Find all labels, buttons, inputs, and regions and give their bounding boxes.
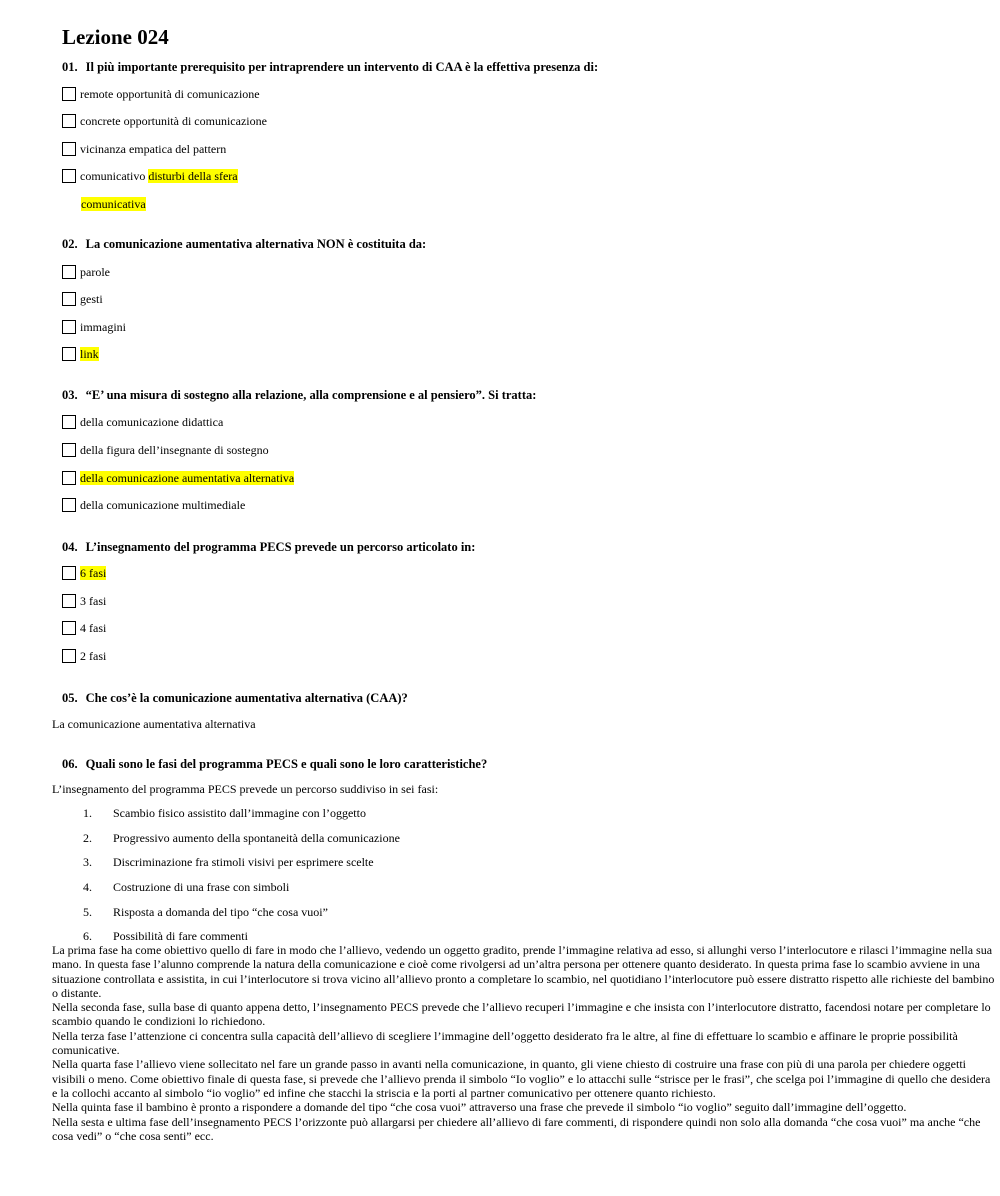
q2-option-2[interactable] <box>62 291 103 307</box>
q1-option-4[interactable] <box>62 168 238 184</box>
option-label: parole <box>80 265 110 279</box>
checkbox[interactable] <box>62 292 76 306</box>
checkbox[interactable] <box>62 443 76 457</box>
checkbox[interactable] <box>62 498 76 512</box>
list-item <box>83 854 374 870</box>
option-label: vicinanza empatica del pattern <box>80 142 227 156</box>
checkbox[interactable] <box>62 265 76 279</box>
list-item <box>83 830 400 846</box>
option-label: della comunicazione aumentativa alternativa <box>80 471 295 485</box>
list-number: 5. <box>83 905 92 919</box>
checkbox[interactable] <box>62 415 76 429</box>
q2-option-1[interactable] <box>62 264 110 280</box>
paragraph: Nella quarta fase l’allievo viene sollecitato nel fare un grande passo in avanti nella comunicazione, in quanto, gli viene chiesto di costruire una frase con più di una parola per chiedere oggetti visibili o meno. Come obiettivo finale di questa fase, si prevede che l’allievo prenda il simbolo “Io voglio” e lo attacchi sulle “strisce per le frasi”, che scelga poi l’immagine di quello che desidera e la collochi accanto al simbolo “io voglio” ed infine che stacchi la striscia e la porti al partner comunicativo per ottenere quanto richiesto. <box>52 1057 991 1100</box>
list-text: Discriminazione fra stimoli visivi per esprimere scelte <box>113 855 374 869</box>
list-item <box>83 928 248 944</box>
option-label: 6 fasi <box>80 566 107 580</box>
option-label: della comunicazione didattica <box>80 415 224 429</box>
question-06 <box>62 756 487 772</box>
question-text: “E’ una misura di sostegno alla relazione, alla comprensione e al pensiero”. Si tratta: <box>85 388 537 402</box>
option-label: gesti <box>80 292 103 306</box>
question-04 <box>62 539 475 555</box>
option-label: remote opportunità di comunicazione <box>80 87 260 101</box>
q4-option-3[interactable] <box>62 620 106 636</box>
checkbox[interactable] <box>62 621 76 635</box>
option-label: della comunicazione multimediale <box>80 498 246 512</box>
question-text: La comunicazione aumentativa alternativa NON è costituita da: <box>85 237 427 251</box>
checkbox[interactable] <box>62 169 76 183</box>
list-item <box>83 805 366 821</box>
option-label: della figura dell’insegnante di sostegno <box>80 443 269 457</box>
q2-option-3[interactable] <box>62 319 126 335</box>
highlighted-text: comunicativa <box>81 197 146 211</box>
list-item <box>83 879 289 895</box>
q1-option-3[interactable] <box>62 141 226 157</box>
list-item <box>83 904 328 920</box>
paragraph: Nella quinta fase il bambino è pronto a rispondere a domande del tipo “che cosa vuoi” attraverso una frase che prevede il simbolo “io voglio” seguito dall’immagine dell’oggetto. <box>52 1100 907 1115</box>
q2-option-4[interactable] <box>62 346 99 362</box>
q1-option-1[interactable] <box>62 86 260 102</box>
question-number: 03. <box>62 388 78 402</box>
option-label: 2 fasi <box>80 649 107 663</box>
question-text: Che cos’è la comunicazione aumentativa alternativa (CAA)? <box>85 691 408 705</box>
question-number: 01. <box>62 60 78 74</box>
question-number: 05. <box>62 691 78 705</box>
checkbox[interactable] <box>62 114 76 128</box>
question-number: 02. <box>62 237 78 251</box>
checkbox[interactable] <box>62 471 76 485</box>
paragraph: Nella seconda fase, sulla base di quanto appena detto, l’insegnamento PECS prevede che l’allievo recuperi l’immagine e che insista con l’interlocutore distratto, facendosi notare per completare lo scambio quando le condizioni lo richiedono. <box>52 1000 991 1029</box>
checkbox[interactable] <box>62 142 76 156</box>
q3-option-1[interactable] <box>62 414 223 430</box>
q3-option-2[interactable] <box>62 442 269 458</box>
list-number: 1. <box>83 806 92 820</box>
checkbox[interactable] <box>62 347 76 361</box>
highlighted-answer: disturbi della sfera <box>148 169 238 183</box>
question-text: Quali sono le fasi del programma PECS e quali sono le loro caratteristiche? <box>85 757 488 771</box>
question-text: L’insegnamento del programma PECS prevede un percorso articolato in: <box>85 540 476 554</box>
paragraph: La prima fase ha come obiettivo quello di fare in modo che l’allievo, vedendo un oggetto gradito, prende l’immagine relativa ad esso, si allunghi verso l’interlocutore e rilasci l’immagine nella sua mano. In questa fase l’alunno comprende la natura della comunicazione e cioè come rivolgersi ad un’altra persona per ottenere quanto desiderato. In questa prima fase lo scambio avviene in una situazione controllata e assistita, in cui l’interlocutore si trova vicino all’allievo pronto a completare lo scambio, nel quotidiano l’interlocutore può essere distratto rispetto alle richieste del bambino o distante. <box>52 943 995 1000</box>
checkbox[interactable] <box>62 566 76 580</box>
checkbox[interactable] <box>62 87 76 101</box>
list-number: 3. <box>83 855 92 869</box>
paragraph: Nella terza fase l’attenzione ci concentra sulla capacità dell’allievo di scegliere l’immagine dell’oggetto desiderato fra le altre, al fine di effettuare lo scambio e affinare le proprie possibilità comunicative. <box>52 1028 958 1058</box>
question-number: 04. <box>62 540 78 554</box>
option-label: 3 fasi <box>80 594 107 608</box>
list-number: 6. <box>83 929 92 943</box>
question-01 <box>62 59 598 75</box>
list-text: Risposta a domanda del tipo “che cosa vuoi” <box>113 905 328 919</box>
q4-option-4[interactable] <box>62 648 106 664</box>
list-number: 4. <box>83 880 92 894</box>
option-label: comunicativo <box>80 169 146 183</box>
option-label: concrete opportunità di comunicazione <box>80 114 267 128</box>
list-text: Scambio fisico assistito dall’immagine con l’oggetto <box>113 806 366 820</box>
highlighted-answer-continued <box>81 196 146 212</box>
question-02 <box>62 236 426 252</box>
question-text: Il più importante prerequisito per intraprendere un intervento di CAA è la effettiva presenza di: <box>85 60 599 74</box>
question-03 <box>62 387 536 403</box>
answer-body <box>52 943 997 1143</box>
list-text: Possibilità di fare commenti <box>113 929 248 943</box>
list-text: Progressivo aumento della spontaneità della comunicazione <box>113 831 400 845</box>
option-label: 4 fasi <box>80 621 107 635</box>
q1-option-2[interactable] <box>62 113 267 129</box>
checkbox[interactable] <box>62 594 76 608</box>
q4-option-1[interactable] <box>62 565 106 581</box>
option-label: link <box>80 347 99 361</box>
question-05 <box>62 690 408 706</box>
paragraph: Nella sesta e ultima fase dell’insegnamento PECS l’orizzonte può allargarsi per chiedere all’allievo di fare commenti, di rispondere quindi non solo alla domanda “che cosa vuoi” ma anche “che cosa vedi” o “che cosa senti” ecc. <box>52 1114 981 1143</box>
option-label: immagini <box>80 320 126 334</box>
checkbox[interactable] <box>62 649 76 663</box>
answer-text: La comunicazione aumentativa alternativa <box>52 717 256 731</box>
answer-intro: L’insegnamento del programma PECS prevede un percorso suddiviso in sei fasi: <box>52 782 439 796</box>
list-number: 2. <box>83 831 92 845</box>
list-text: Costruzione di una frase con simboli <box>113 880 290 894</box>
checkbox[interactable] <box>62 320 76 334</box>
question-number: 06. <box>62 757 78 771</box>
q4-option-2[interactable] <box>62 593 106 609</box>
page-title: Lezione 024 <box>62 25 169 49</box>
q3-option-4[interactable] <box>62 497 245 513</box>
q3-option-3[interactable] <box>62 470 294 486</box>
